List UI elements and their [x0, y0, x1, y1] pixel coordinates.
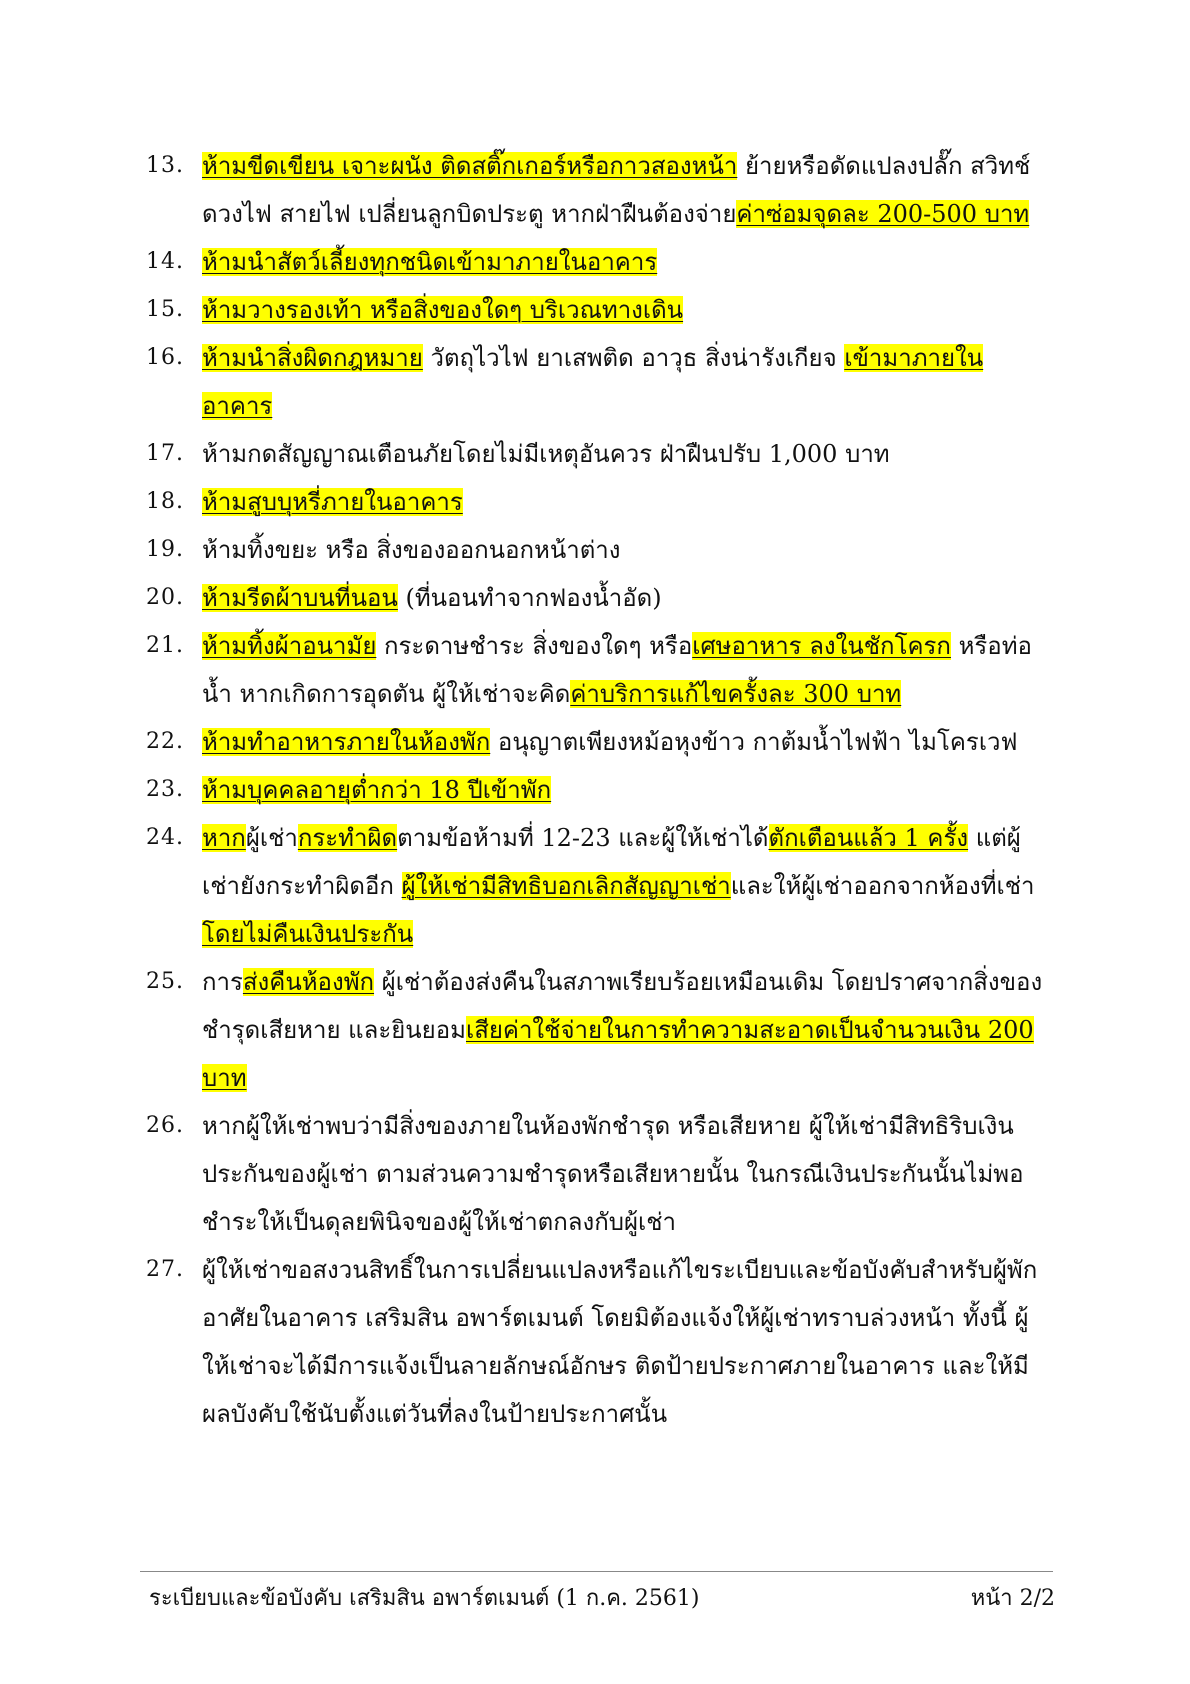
highlighted-text: ห้ามนำสัตว์เลี้ยงทุกชนิดเข้ามาภายในอาคาร: [202, 248, 658, 276]
highlighted-text: ห้ามรีดผ้าบนที่นอน: [202, 584, 398, 612]
rule-item: [146, 526, 1046, 574]
rule-text-segment: ห้ามกดสัญญาณเตือนภัยโดยไม่มีเหตุอันควร ฝ่าฝืนปรับ 1,000 บาท: [202, 440, 890, 468]
rule-text-segment: กระดาษชำระ สิ่งของใดๆ หรือ: [376, 632, 693, 660]
highlighted-text: ห้ามสูบบุหรี่ภายในอาคาร: [202, 488, 463, 516]
page-footer: [149, 1584, 1055, 1614]
highlighted-text: กระทำผิด: [297, 824, 398, 852]
highlighted-text: ห้ามบุคคลอายุต่ำกว่า 18 ปีเข้าพัก: [202, 776, 552, 804]
rule-number: 18.: [146, 489, 184, 514]
rule-number: 23.: [146, 777, 184, 802]
rule-text-segment: การ: [202, 968, 243, 996]
footer-divider: [140, 1571, 1053, 1572]
highlighted-text: ค่าซ่อมจุดละ 200-500 บาท: [736, 200, 1030, 228]
highlighted-text: ตักเตือนแล้ว 1 ครั้ง: [768, 824, 969, 852]
rule-item: [146, 814, 1046, 958]
rule-text: [202, 1102, 1046, 1246]
rule-number: 21.: [146, 633, 184, 658]
rule-text: [202, 1246, 1046, 1438]
rule-number: 26.: [146, 1113, 184, 1138]
rule-number: 27.: [146, 1257, 184, 1282]
rule-text: [202, 718, 1046, 766]
rule-item: [146, 1102, 1046, 1246]
rule-text-segment: ผู้เช่าต้องส่งคืนในสภาพเรียบร้อยเหมือนเดิม โดยปราศจากสิ่งของชำรุดเสียหาย และยินยอม: [202, 968, 1043, 1044]
highlighted-text: หาก: [202, 824, 246, 852]
rule-number: 22.: [146, 729, 184, 754]
rule-number: 19.: [146, 537, 184, 562]
rule-text: [202, 574, 1046, 622]
rule-item: [146, 334, 1046, 430]
rule-number: 17.: [146, 441, 184, 466]
rule-item: [146, 622, 1046, 718]
rule-text: [202, 478, 1046, 526]
rule-item: [146, 478, 1046, 526]
highlighted-text: ห้ามขีดเขียน เจาะผนัง ติดสติ๊กเกอร์หรือกาวสองหน้า: [202, 152, 738, 180]
rule-item: [146, 1246, 1046, 1438]
rule-text: [202, 766, 1046, 814]
rule-text-segment: อนุญาตเพียงหม้อหุงข้าว กาต้มน้ำไฟฟ้า ไมโครเวฟ: [490, 728, 1018, 756]
rule-text: [202, 622, 1046, 718]
rule-text: [202, 526, 1046, 574]
rule-item: [146, 286, 1046, 334]
rule-item: [146, 766, 1046, 814]
highlighted-text: ผู้ให้เช่ามีสิทธิบอกเลิกสัญญาเช่า: [401, 872, 731, 900]
rule-text: [202, 238, 1046, 286]
rule-text-segment: (ที่นอนทำจากฟองน้ำอัด): [397, 584, 662, 612]
rule-item: [146, 718, 1046, 766]
rule-text: [202, 142, 1046, 238]
rule-item: [146, 574, 1046, 622]
rule-text-segment: ย้ายหรือดัดแปลงปลั๊ก สวิทช์ ดวงไฟ สายไฟ เปลี่ยนลูกบิดประตู หากฝ่าฝืนต้องจ่าย: [202, 152, 1031, 228]
rule-text: [202, 430, 1046, 478]
rule-text: [202, 334, 1046, 430]
rule-text-segment: และให้ผู้เช่าออกจากห้องที่เช่า: [730, 872, 1035, 900]
rule-number: 25.: [146, 969, 184, 994]
rule-number: 20.: [146, 585, 184, 610]
rule-number: 24.: [146, 825, 184, 850]
rule-text-segment: ผู้เช่า: [245, 824, 298, 852]
rule-text-segment: หรือท่อน้ำ หากเกิดการอุดตัน ผู้ให้เช่าจะคิด: [202, 632, 1032, 708]
rule-text: [202, 286, 1046, 334]
rules-list: [146, 142, 1046, 1438]
highlighted-text: โดยไม่คืนเงินประกัน: [202, 920, 414, 948]
rule-item: [146, 958, 1046, 1102]
rule-text-segment: วัตถุไวไฟ ยาเสพติด อาวุธ สิ่งน่ารังเกียจ: [422, 344, 845, 372]
highlighted-text: ค่าบริการแก้ไขครั้งละ 300 บาท: [570, 680, 902, 708]
rule-text-segment: ห้ามทิ้งขยะ หรือ สิ่งของออกนอกหน้าต่าง: [202, 536, 621, 564]
highlighted-text: เข้ามาภายในอาคาร: [202, 344, 984, 420]
rule-number: 16.: [146, 345, 184, 370]
rule-text-segment: ผู้ให้เช่าขอสงวนสิทธิ์ในการเปลี่ยนแปลงหรือแก้ไขระเบียบและข้อบังคับสำหรับผู้พักอาศัยในอาคาร เสริมสิน อพาร์ตเมนต์ โดยมิต้องแจ้งให้ผู้เช่าทราบล่วงหน้า ทั้งนี้ ผู้ให้เช่าจะได้มีการแจ้งเป็นลายลักษณ์อักษร ติดป้ายประกาศภายในอาคาร และให้มีผลบังคับใช้นับตั้งแต่วันที่ลงในป้ายประกาศนั้น: [202, 1256, 1038, 1428]
highlighted-text: ห้ามนำสิ่งผิดกฎหมาย: [202, 344, 423, 372]
footer-title: ระเบียบและข้อบังคับ เสริมสิน อพาร์ตเมนต์ (1 ก.ค. 2561): [149, 1586, 700, 1611]
rule-text-segment: หากผู้ให้เช่าพบว่ามีสิ่งของภายในห้องพักชำรุด หรือเสียหาย ผู้ให้เช่ามีสิทธิริบเงินประกันของผู้เช่า ตามส่วนความชำรุดหรือเสียหายนั้น ในกรณีเงินประกันนั้นไม่พอชำระให้เป็นดุลยพินิจของผู้ให้เช่าตกลงกับผู้เช่า: [202, 1112, 1024, 1236]
rule-text: [202, 958, 1046, 1102]
rule-item: [146, 142, 1046, 238]
rule-number: 15.: [146, 297, 184, 322]
page-number: หน้า 2/2: [970, 1586, 1055, 1611]
highlighted-text: ห้ามทำอาหารภายในห้องพัก: [202, 728, 491, 756]
highlighted-text: เสียค่าใช้จ่ายในการทำความสะอาดเป็นจำนวนเงิน 200 บาท: [202, 1016, 1034, 1092]
highlighted-text: ห้ามวางรองเท้า หรือสิ่งของใดๆ บริเวณทางเดิน: [202, 296, 684, 324]
highlighted-text: เศษอาหาร ลงในชักโครก: [692, 632, 951, 660]
highlighted-text: ห้ามทิ้งผ้าอนามัย: [202, 632, 377, 660]
rule-item: [146, 430, 1046, 478]
rule-item: [146, 238, 1046, 286]
rule-number: 14.: [146, 249, 184, 274]
rule-number: 13.: [146, 153, 184, 178]
highlighted-text: ส่งคืนห้องพัก: [242, 968, 375, 996]
rule-text: [202, 814, 1046, 958]
rule-text-segment: ตามข้อห้ามที่ 12-23 และผู้ให้เช่าได้: [397, 824, 769, 852]
rule-text-segment: แต่ผู้เช่ายังกระทำผิดอีก: [202, 824, 1021, 900]
